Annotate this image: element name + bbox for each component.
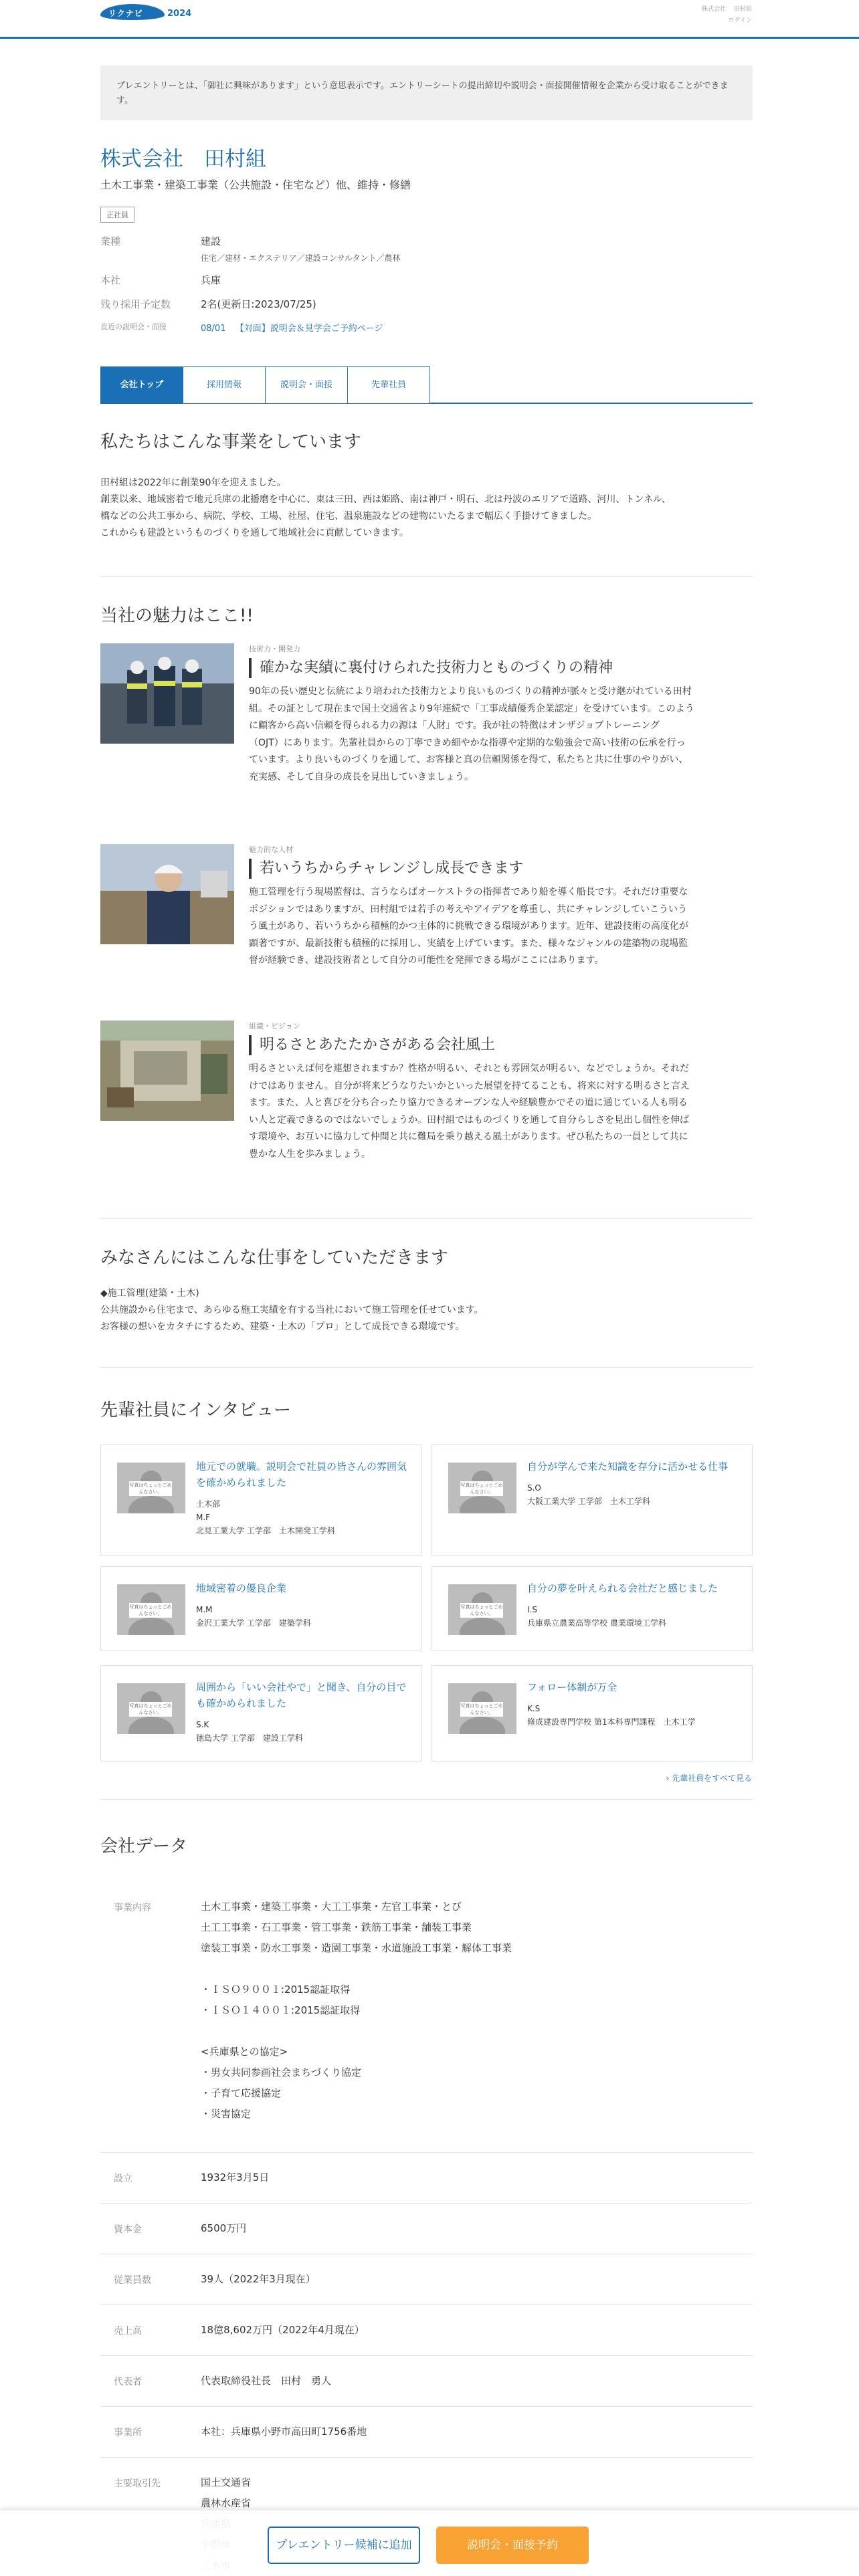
feature-body [249,1061,753,1163]
interview-meta: K.S [527,1704,541,1713]
preentry-notice: プレエントリーとは、「御社に興味があります」という意思表示です。エントリーシートの提出締切や説明会・面接開催情報を企業から受け取ることができます。 [100,66,753,120]
data-label: 資本金 [114,2224,142,2235]
interview-meta: M.F [196,1513,211,1522]
data-value: 6500万円 [201,2222,247,2234]
industry-value: 建設 [201,235,221,247]
bottom-action-bar [0,2510,859,2576]
data-row-representative [100,2355,753,2406]
feature-body-line: う風土があり、若いうちから積極的かつ主体的に挑戦できる環境があります。近年、建設技術の高度化が [249,921,688,932]
data-line: 農林水産省 [201,2497,252,2509]
company-subtitle: 土木工事業・建築工事業（公共施設・住宅など）他、維持・修繕 [100,179,411,191]
header-link-1[interactable]: 株式会社 [701,6,726,13]
data-row-capital [100,2203,753,2254]
feature-body-line: 組。その証として現在まで国土交通省より9年連続で「工事成績優秀企業認定」を受けています。このよう [249,703,694,714]
company-info [100,234,753,341]
interview-card[interactable] [100,1444,421,1555]
tab-seminar[interactable]: 説明会・面接 [265,366,348,404]
data-value: 1932年3月5日 [201,2171,270,2183]
data-line-spacer [201,2021,512,2042]
remaining-label: 残り採用予定数 [100,298,171,310]
logo-text: リクナビ [108,9,143,18]
data-value: 39人（2022年3月現在） [201,2273,316,2285]
avatar-placeholder [448,1584,516,1635]
nophoto-label: 写真はちょっとごめんなさい。 [460,1703,503,1715]
data-line: ・子育て応援協定 [201,2087,282,2099]
work-line: ◆施工管理(建築・土木) [100,1288,199,1299]
interview-card[interactable] [432,1566,753,1650]
industry-label: 業種 [100,235,121,247]
interview-meta: 兵庫県立農業高等学校 農業環境工学科 [527,1618,666,1628]
company-tabs [100,366,753,404]
see-all-seniors-link[interactable]: › 先輩社員をすべて見る [666,1774,752,1783]
event-link[interactable]: 【対面】説明会＆見学会ご予約ページ [235,324,383,334]
work-line: お客様の想いをカタチにするため、建築・土木の「プロ」として成長できる環境です。 [100,1321,465,1332]
interview-meta: M.M [196,1605,213,1614]
interview-card[interactable] [100,1566,421,1650]
nophoto-label: 写真はちょっとごめんなさい。 [460,1483,503,1495]
feature-title: 確かな実績に裏付けられた技術力とものづくりの精神 [249,658,753,678]
divider [100,1218,753,1219]
data-label: 設立 [114,2173,132,2184]
data-label: 主要取引先 [114,2478,161,2489]
interview-card[interactable] [432,1444,753,1555]
preentry-add-button[interactable]: プレエントリー候補に追加 [268,2527,420,2564]
interview-title[interactable]: 地元での就職。説明会で社員の皆さんの雰囲気を確かめられました [196,1461,407,1489]
feature-body-line: ています。より良いものづくりを通して、お客様と真の信頼関係を得て、私たちと共に仕事のやりがい、 [249,754,688,765]
data-row-founded [100,2152,753,2203]
login-link[interactable]: ログイン [728,17,752,24]
data-row-office [100,2406,753,2457]
data-value: 本社：兵庫県小野市高田町1756番地 [201,2426,367,2438]
interview-meta: 大阪工業大学 工学部 土木工学科 [527,1497,650,1506]
data-line: 塗装工事業・防水工事業・造園工事業・水道施設工事業・解体工事業 [201,1942,512,1954]
interview-meta: 金沢工業大学 工学部 建築学科 [196,1618,311,1628]
data-line: ・災害協定 [201,2108,252,2120]
feature-category: 魅力的な人材 [249,845,293,854]
data-line-spacer [201,1959,512,1979]
tab-company-top[interactable]: 会社トップ [100,366,183,404]
data-label: 従業員数 [114,2275,151,2286]
nophoto-label: 写真はちょっとごめんなさい。 [129,1703,172,1715]
interview-card[interactable] [432,1665,753,1761]
event-date[interactable]: 08/01 [201,324,226,334]
data-row-sales [100,2304,753,2355]
business-text [100,475,753,542]
feature-body-line: 豊かな人生を歩みましょう。 [249,1148,371,1160]
data-line: ・ＩＳＯ９００１:2015認証取得 [201,1983,351,1996]
feature-body-line: い人と定義できるのではないでしょうか。田村組ではものづくりを通して自分らしさを見出し個性を伸ば [249,1114,689,1125]
data-label: 代表者 [114,2377,142,2387]
nophoto-label: 写真はちょっとごめんなさい。 [129,1483,172,1495]
header-links [694,4,752,27]
feature-category: 技術力・開発力 [249,645,300,653]
data-line: 国土交通省 [201,2476,252,2488]
nophoto-label: 写真はちょっとごめんなさい。 [129,1604,172,1616]
header-link-2[interactable]: 田村組 [733,6,752,13]
logo-year: 2024 [167,9,192,19]
event-label: 直近の説明会・面接 [100,322,167,331]
feature-body-line: ます。また、人と喜びを分ち合ったり協力できるオープンな人や経験豊かでその道に通じている人も明る [249,1097,688,1108]
interview-title[interactable]: フォロー体制が万全 [527,1681,617,1693]
seminar-reserve-button[interactable]: 説明会・面接予約 [436,2527,589,2564]
hq-value: 兵庫 [201,274,221,286]
remaining-value: 2名(更新日:2023/07/25) [201,298,316,310]
interview-meta: I.S [527,1605,537,1614]
business-line: 創業以来、地域密着で地元兵庫の北播磨を中心に、東は三田、西は姫路、南は神戸・明石、北は丹波のエリアで道路、河川、トンネル、 [100,494,671,505]
interview-heading: 先輩社員にインタビュー [100,1400,291,1420]
feature-body-line: 90年の長い歴史と伝統により培われた技術力とより良いものづくりの精神が脈々と受け継がれている田村 [249,686,692,697]
employment-badge: 正社員 [100,207,134,223]
data-line: ・ＩＳＯ１４００１:2015認証取得 [201,2004,361,2016]
feature-body-line: ポジションではありますが、田村組では若手の考えやアイデアを尊重し、共にチャレンジしていこういう [249,903,687,915]
feature-body-line: 顕著ですが、最新技術も積極的に採用し、実績を上げています。また、様々なジャンルの建築物の現場監 [249,938,688,949]
feature-body-line: 充実感、そして自身の成長を見出していきましょう。 [249,771,474,782]
business-line: 田村組は2022年に創業90年を迎えました。 [100,477,286,488]
avatar-placeholder [117,1683,185,1734]
business-line: 橋などの公共工事から、病院、学校、工場、社屋、住宅、温泉施設などの建物にいたるまで幅広く手掛けてきました。 [100,511,597,522]
feature-photo-engineer [100,844,234,944]
avatar-placeholder [117,1463,185,1513]
data-line: ・男女共同参画社会まちづくり協定 [201,2066,361,2078]
nophoto-label: 写真はちょっとごめんなさい。 [460,1604,503,1616]
feature-body [249,884,753,970]
data-line: 土工工事業・石工事業・管工事業・鉄筋工事業・舗装工事業 [201,1921,472,1933]
interview-meta: S.O [527,1483,541,1493]
feature-body [249,683,753,786]
divider [100,576,753,577]
avatar-placeholder [448,1463,516,1513]
data-label: 事業所 [114,2428,142,2438]
data-label: 売上高 [114,2326,142,2337]
data-row-employees [100,2254,753,2304]
data-value: 代表取締役社長 田村 勇人 [201,2375,332,2387]
tab-senior-staff[interactable]: 先輩社員 [347,366,430,404]
data-label: 事業内容 [114,1903,151,1913]
avatar-placeholder [117,1584,185,1635]
industry-detail: 住宅／建材・エクステリア／建設コンサルタント／農林 [201,253,401,263]
feature-body-line: す環境や、お互いに協力して仲間と共に難局を乗り越える風土があります。ぜひ私たちの一員として共に [249,1132,688,1142]
hq-label: 本社 [100,274,121,286]
feature-photo-workers [100,643,234,744]
feature-photo-site [100,1021,234,1121]
company-name: 株式会社 田村組 [100,147,266,171]
site-header [0,0,859,39]
feature-category: 組織・ビジョン [249,1022,300,1031]
interview-card[interactable] [100,1665,421,1761]
data-value: 18億8,602万円（2022年4月現在） [201,2324,365,2336]
data-value [201,1897,512,2125]
company-header [100,144,753,223]
interview-meta: 北見工業大学 工学部 土木開発工学科 [196,1526,335,1535]
interview-meta: 土木部 [196,1499,221,1509]
feature-body-line: 明るさといえば何を連想されますか？性格が明るい、それとも雰囲気が明るい、などでしょうか。それだ [249,1063,689,1074]
feature-body-line: 督が経験でき、建設技術者として自分の可能性を発揮できる場がここにはあります。 [249,955,604,966]
interview-title[interactable]: 地域密着の優良企業 [196,1582,287,1594]
data-row-business [100,1886,753,2152]
work-heading: みなさんにはこんな仕事をしていただきます [100,1248,449,1268]
interview-title[interactable]: 自分の夢を叶えられる会社だと感じました [527,1582,719,1594]
interview-meta: 修成建設専門学校 第1本科専門課程 土木工学 [527,1717,696,1727]
data-line: 土木工事業・建築工事業・大工工事業・左官工事業・とび [201,1901,462,1913]
business-line: これからも建設というものづくりを通して地域社会に貢献していきます。 [100,528,409,538]
feature-body-line: 施工管理を行う現場監督は、言うならばオーケストラの指揮者であり船を導く船長です。それだけ重要な [249,887,688,897]
interview-title[interactable]: 自分が学んで来た知識を存分に活かせる仕事 [527,1461,729,1473]
divider [100,1799,753,1800]
feature-body-line: に顧客から高い信頼を得られる力の源は「人財」です。我が社の特徴はオンザジョブトレーニング [249,720,660,731]
divider [100,1367,753,1368]
site-logo[interactable] [100,3,201,23]
tab-recruit-info[interactable]: 採用情報 [183,366,266,404]
feature-body-line: （OJT）にあります。先輩社員からの丁寧できめ細やかな指導や定期的な勉強会で高い技術の伝承を行っ [249,737,686,748]
interview-meta: S.K [196,1720,209,1729]
company-data-heading: 会社データ [100,1836,188,1856]
feature-body-line: けではありません。自分が将来どうなりたいかといった展望を持てることも、将来に対する明るさと言え [249,1080,690,1091]
feature-title: 若いうちからチャレンジし成長できます [249,859,753,879]
avatar-placeholder [448,1683,516,1734]
data-line: <兵庫県との協定> [201,2046,288,2058]
charm-heading: 当社の魅力はここ!! [100,606,254,626]
work-text [100,1285,753,1335]
interview-title[interactable]: 周囲から「いい会社やで」と聞き、自分の目でも確かめられました [196,1681,407,1709]
business-heading: 私たちはこんな事業をしています [100,432,362,452]
work-line: 公共施設から住宅まで、あらゆる施工実績を有する当社において施工管理を任せています。 [100,1305,484,1315]
interview-meta: 徳島大学 工学部 建設工学科 [196,1733,303,1743]
feature-title: 明るさとあたたかさがある会社風土 [249,1035,753,1055]
